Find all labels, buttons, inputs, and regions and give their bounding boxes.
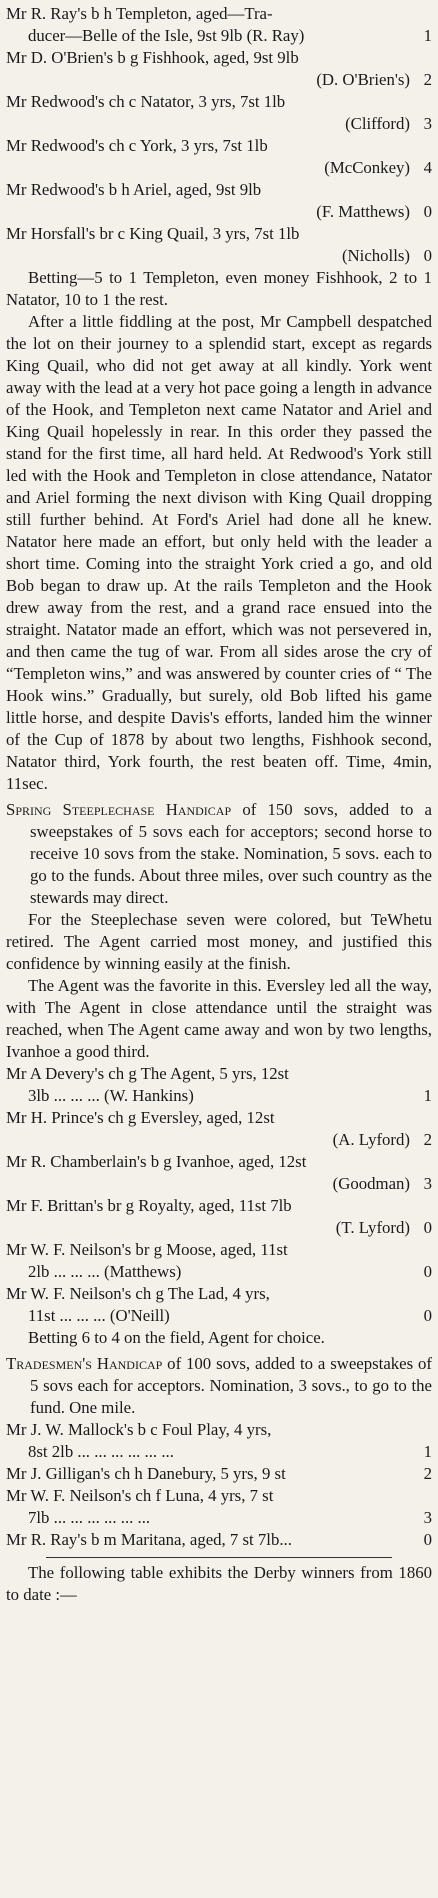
entry-place: 4 [423, 158, 432, 177]
race3-title: Tradesmen's Handicap [6, 1354, 163, 1373]
entry-line2: (Nicholls) [341, 246, 410, 265]
entry-line1: Mr J. Gilligan's ch h Danebury, 5 yrs, 9 st [6, 1464, 286, 1483]
entry-line2: (A. Lyford) [332, 1130, 410, 1149]
race3-entry-2 [6, 1463, 432, 1485]
entry-line2: ducer—Belle of the Isle, 9st 9lb (R. Ray) [28, 26, 305, 45]
entry-line1: Mr D. O'Brien's b g Fishhook, aged, 9st 9lb [6, 48, 299, 67]
entry-place: 0 [423, 202, 432, 221]
race3-entry-1 [6, 1419, 432, 1463]
entry-line2: (T. Lyford) [335, 1218, 410, 1237]
entry-place: 0 [423, 1218, 432, 1237]
entry-line2: 11st ... ... ... (O'Neill) [28, 1306, 170, 1325]
race2-entry-1 [6, 1063, 432, 1107]
entry-place: 0 [423, 1306, 432, 1325]
entry-line2: (Goodman) [332, 1174, 410, 1193]
race1-entry-1 [6, 3, 432, 47]
entry-line1: Mr W. F. Neilson's ch f Luna, 4 yrs, 7 st [6, 1486, 274, 1505]
race3-entry-3 [6, 1485, 432, 1529]
race3-entries [6, 1419, 432, 1551]
entry-line1: Mr Redwood's ch c York, 3 yrs, 7st 1lb [6, 136, 268, 155]
entry-line1: Mr F. Brittan's br g Royalty, aged, 11st 7lb [6, 1196, 292, 1215]
race2-para2: The Agent was the favorite in this. Eversley led all the way, with The Agent in close attendance until the straight was reached, when The Agent came away and won by two lengths, Ivanhoe a good third. [6, 976, 432, 1061]
entry-line1: Mr A Devery's ch g The Agent, 5 yrs, 12st [6, 1064, 289, 1083]
entry-line1: Mr R. Ray's b h Templeton, aged—Tra- [6, 4, 273, 23]
entry-line2: 2lb ... ... ... (Matthews) [28, 1262, 182, 1281]
entry-line2: (Clifford) [345, 114, 410, 133]
entry-place: 0 [423, 1530, 432, 1549]
race1-entries [6, 3, 432, 267]
entry-line2: (McConkey) [324, 158, 410, 177]
entry-line2: 3lb ... ... ... (W. Hankins) [28, 1086, 194, 1105]
race1-entry-6 [6, 223, 432, 267]
race2-para1: For the Steeplechase seven were colored, but TeWhetu retired. The Agent carried most money, and justified this confidence by winning easily at the finish. [6, 910, 432, 973]
entry-line1: Mr Redwood's b h Ariel, aged, 9st 9lb [6, 180, 262, 199]
race2-entry-6 [6, 1283, 432, 1327]
entry-line2: (D. O'Brien's) [316, 70, 410, 89]
race2-entry-5 [6, 1239, 432, 1283]
race2-conditions: of 150 sovs, added to a sweepstakes of 5 sovs each for acceptors; second horse to receive 10 sovs from the stake. Nomination, 5 sovs. each to go to the funds. About three miles, over such country as the stewards may direct. [30, 800, 432, 907]
race1-entry-4 [6, 135, 432, 179]
race1-entry-3 [6, 91, 432, 135]
race2-title: Spring Steeplechase Handicap [6, 800, 232, 819]
race1-entry-5 [6, 179, 432, 223]
race2-entry-4 [6, 1195, 432, 1239]
entry-line2: (F. Matthews) [316, 202, 410, 221]
race3-entry-4 [6, 1529, 432, 1551]
race2-header [6, 799, 432, 909]
entry-place: 2 [423, 1130, 432, 1149]
race3-conditions: of 100 sovs, added to a sweepstakes of 5 sovs each for acceptors. Nomination, 3 sovs., to go to the fund. One mile. [30, 1354, 433, 1417]
entry-place: 1 [423, 1442, 432, 1461]
entry-line1: Mr Horsfall's br c King Quail, 3 yrs, 7st 1lb [6, 224, 300, 243]
entry-line1: Mr J. W. Mallock's b c Foul Play, 4 yrs, [6, 1420, 272, 1439]
entry-place: 1 [423, 26, 432, 45]
entry-place: 3 [423, 114, 432, 133]
entry-place: 1 [423, 1086, 432, 1105]
entry-line1: Mr Redwood's ch c Natator, 3 yrs, 7st 1lb [6, 92, 286, 111]
entry-place: 2 [423, 70, 432, 89]
entry-line2: 7lb ... ... ... ... ... ... [28, 1508, 151, 1527]
race1-report: After a little fiddling at the post, Mr Campbell despatched the lot on their journey to a splendid start, except as regards King Quail, who did not get away at all kindly. York went away with the lead at a very hot pace going a length in advance of the Hook, and Templeton next came Natator and Ariel and King Quail hopelessly in rear. In this order they passed the stand for the first time, all hard held. At Redwood's York still led with the Hook and Templeton in close attendance, Natator and Ariel forming the next divison with King Quail dropping still further behind. At Ford's Ariel had done all he knew. Natator here made an effort, but only held with the leader a short time. Coming into the straight York cried a go, and old Bob began to draw up. At the rails Templeton and the Hook drew away from the rest, and a grand race ensued into the straight. Natator made an effort, which was not persevered in, and then came the tug of war. From all sides arose the cry of “Templeton wins,” and was answered by counter cries of “ The Hook wins.” Gradually, but surely, old Bob lifted his game little horse, and despite Davis's efforts, landed him the winner of the Cup of 1878 by about two lengths, Fishhook second, Natator third, York fourth, the rest beaten off. Time, 4min, 11sec. [6, 312, 432, 793]
race1-betting: Betting—5 to 1 Templeton, even money Fishhook, 2 to 1 Natator, 10 to 1 the rest. [6, 268, 432, 309]
entry-line1: Mr W. F. Neilson's ch g The Lad, 4 yrs, [6, 1284, 270, 1303]
section-divider [46, 1557, 392, 1558]
entry-place: 3 [423, 1508, 432, 1527]
race2-entries [6, 1063, 432, 1327]
race2-entry-2 [6, 1107, 432, 1151]
entry-line1: Mr R. Ray's b m Maritana, aged, 7 st 7lb... [6, 1530, 292, 1549]
race2-betting: Betting 6 to 4 on the field, Agent for choice. [28, 1328, 325, 1347]
race3-header [6, 1353, 432, 1419]
entry-place: 0 [423, 246, 432, 265]
entry-line2: 8st 2lb ... ... ... ... ... ... [28, 1442, 174, 1461]
entry-line1: Mr R. Chamberlain's b g Ivanhoe, aged, 12st [6, 1152, 307, 1171]
race2-entry-3 [6, 1151, 432, 1195]
entry-line1: Mr H. Prince's ch g Eversley, aged, 12st [6, 1108, 275, 1127]
closing-text: The following table exhibits the Derby winners from 1860 to date :— [6, 1563, 432, 1604]
entry-place: 0 [423, 1262, 432, 1281]
entry-line1: Mr W. F. Neilson's br g Moose, aged, 11st [6, 1240, 288, 1259]
entry-place: 2 [423, 1464, 432, 1483]
entry-place: 3 [423, 1174, 432, 1193]
race1-entry-2 [6, 47, 432, 91]
